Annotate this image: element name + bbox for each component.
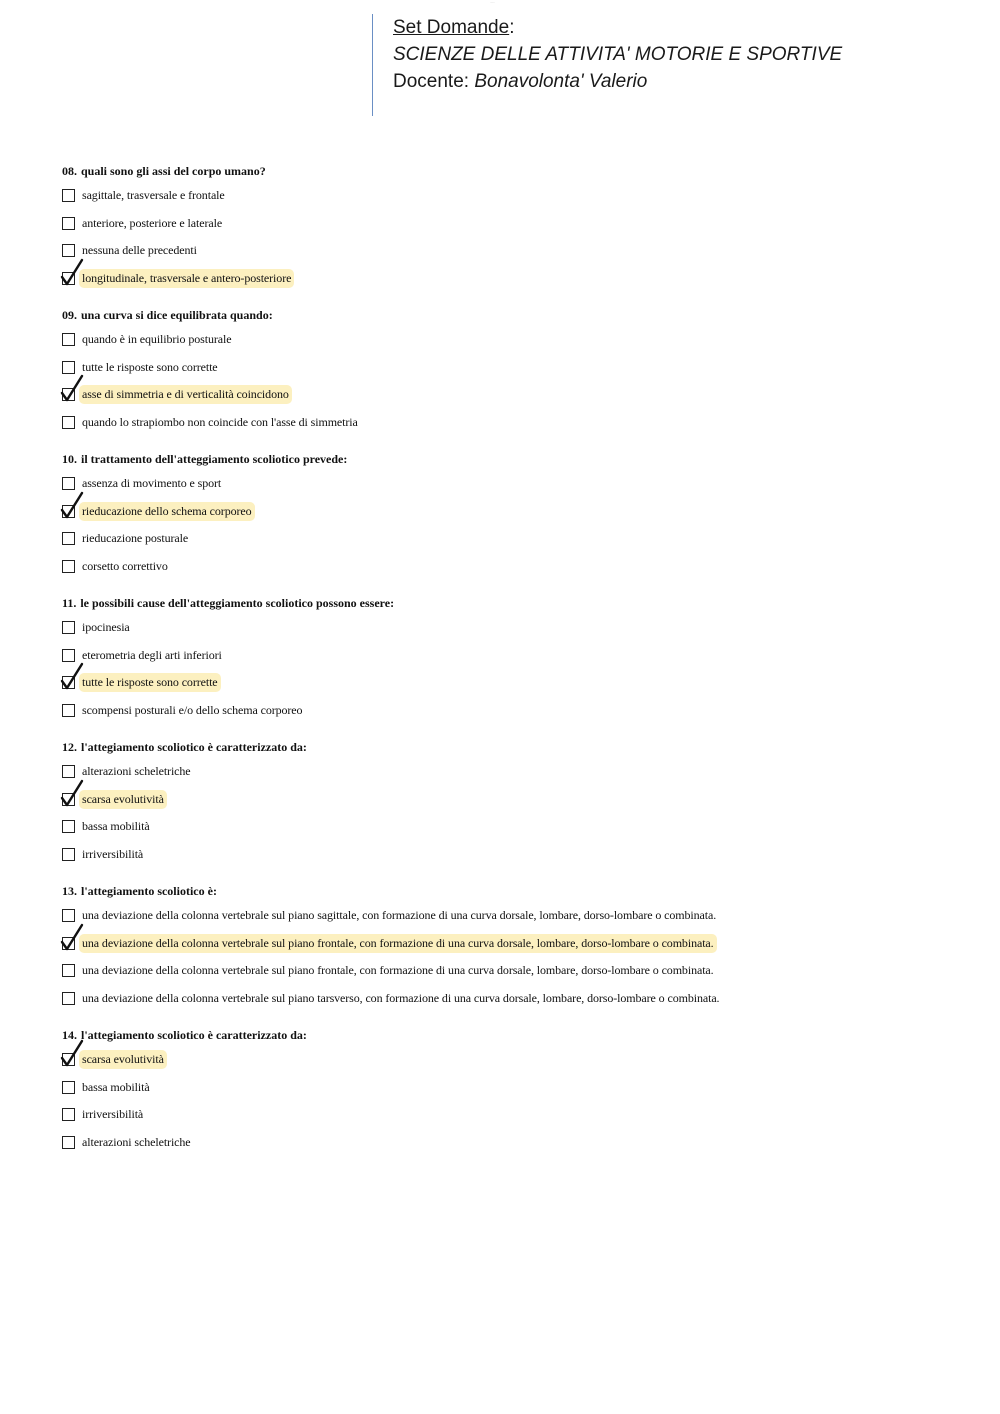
checkbox[interactable] (62, 532, 75, 545)
answer-option[interactable] (62, 1101, 962, 1129)
answer-text: scompensi posturali e/o dello schema corporeo (82, 702, 303, 717)
answer-text: nessuna delle precedenti (82, 243, 197, 258)
checkbox[interactable] (62, 333, 75, 346)
answer-option[interactable] (62, 786, 962, 814)
question-title (62, 1024, 962, 1046)
document-header (372, 14, 932, 116)
checkbox[interactable] (62, 704, 75, 717)
question-text: l'attegiamento scoliotico è caratterizzato da: (81, 740, 307, 754)
answer-text: scarsa evolutività (79, 1050, 167, 1069)
answer-option[interactable] (62, 642, 962, 670)
question-11 (62, 592, 962, 724)
answer-text: sagittale, trasversale e frontale (82, 188, 225, 203)
question-text: una curva si dice equilibrata quando: (81, 308, 273, 322)
docente-label: Docente: (393, 71, 470, 92)
question-number: 09. (62, 308, 77, 322)
checkbox[interactable] (62, 217, 75, 230)
checkbox[interactable] (62, 649, 75, 662)
question-number: 11. (62, 596, 77, 610)
question-09 (62, 304, 962, 436)
checkmark-icon (60, 374, 86, 402)
answer-option[interactable] (62, 498, 962, 526)
checkbox[interactable] (62, 765, 75, 778)
answer-option[interactable] (62, 470, 962, 498)
checkbox-checked[interactable] (62, 388, 75, 401)
checkbox-checked[interactable] (62, 272, 75, 285)
checkmark-icon (60, 779, 86, 807)
answer-text: una deviazione della colonna vertebrale sul piano sagittale, con formazione di una curva dorsale, lombare, dorso-lombare o combinata. (82, 908, 717, 923)
answer-option[interactable] (62, 813, 962, 841)
answer-text: rieducazione dello schema corporeo (79, 502, 255, 521)
page-marker: ...... (490, 0, 496, 4)
answer-option[interactable] (62, 669, 962, 697)
question-text: il trattamento dell'atteggiamento scoliotico prevede: (81, 452, 348, 466)
question-title (62, 304, 962, 326)
question-title (62, 160, 962, 182)
checkbox[interactable] (62, 820, 75, 833)
checkbox[interactable] (62, 909, 75, 922)
checkbox[interactable] (62, 361, 75, 374)
checkbox-checked[interactable] (62, 793, 75, 806)
checkbox[interactable] (62, 992, 75, 1005)
set-label: Set Domande (393, 17, 510, 38)
answer-text: alterazioni scheletriche (82, 764, 191, 779)
checkbox[interactable] (62, 1136, 75, 1149)
question-number: 10. (62, 452, 77, 466)
checkbox[interactable] (62, 1081, 75, 1094)
question-title (62, 592, 962, 614)
checkmark-icon (60, 491, 86, 519)
answer-text: tutte le risposte sono corrette (79, 673, 221, 692)
answer-text: scarsa evolutività (79, 790, 167, 809)
answer-option[interactable] (62, 553, 962, 581)
answer-text: una deviazione della colonna vertebrale sul piano tarsverso, con formazione di una curva dorsale, lombare, dorso-lombare o combinata. (82, 990, 720, 1005)
checkbox[interactable] (62, 621, 75, 634)
answer-option[interactable] (62, 525, 962, 553)
answer-option[interactable] (62, 841, 962, 869)
answer-text: ipocinesia (82, 620, 130, 635)
question-13 (62, 880, 962, 1012)
checkbox[interactable] (62, 244, 75, 257)
docente-name: Bonavolonta' Valerio (474, 71, 648, 92)
checkbox-checked[interactable] (62, 676, 75, 689)
answer-text: eterometria degli arti inferiori (82, 647, 222, 662)
answer-option[interactable] (62, 957, 962, 985)
question-number: 13. (62, 884, 77, 898)
checkmark-icon (60, 923, 86, 951)
question-12 (62, 736, 962, 868)
answer-text: alterazioni scheletriche (82, 1134, 191, 1149)
checkmark-icon (60, 258, 86, 286)
answer-option[interactable] (62, 614, 962, 642)
answer-option[interactable] (62, 354, 962, 382)
answer-option[interactable] (62, 409, 962, 437)
question-text: l'attegiamento scoliotico è: (81, 884, 217, 898)
answer-text: bassa mobilità (82, 819, 150, 834)
answer-text: irriversibilità (82, 846, 144, 861)
answer-text: bassa mobilità (82, 1079, 150, 1094)
checkbox[interactable] (62, 1108, 75, 1121)
question-number: 12. (62, 740, 77, 754)
checkbox[interactable] (62, 560, 75, 573)
checkmark-icon (60, 662, 86, 690)
answer-text: tutte le risposte sono corrette (82, 359, 218, 374)
answer-text: una deviazione della colonna vertebrale sul piano frontale, con formazione di una curva dorsale, lombare, dorso-lombare o combinata. (82, 963, 714, 978)
checkbox[interactable] (62, 964, 75, 977)
answer-option[interactable] (62, 326, 962, 354)
answer-text: rieducazione posturale (82, 531, 189, 546)
answer-text: una deviazione della colonna vertebrale sul piano frontale, con formazione di una curva dorsale, lombare, dorso-lombare o combinata. (79, 934, 717, 953)
answer-option[interactable] (62, 1129, 962, 1157)
checkmark-icon (60, 1039, 86, 1067)
question-10 (62, 448, 962, 580)
question-08 (62, 160, 962, 292)
question-text: l'attegiamento scoliotico è caratterizzato da: (81, 1028, 307, 1042)
answer-text: corsetto correttivo (82, 558, 168, 573)
answer-text: anteriore, posteriore e laterale (82, 215, 223, 230)
answer-text: irriversibilità (82, 1107, 144, 1122)
answer-option[interactable] (62, 381, 962, 409)
checkbox[interactable] (62, 848, 75, 861)
question-text: quali sono gli assi del corpo umano? (81, 164, 266, 178)
answer-text: assenza di movimento e sport (82, 476, 222, 491)
checkbox[interactable] (62, 416, 75, 429)
question-number: 08. (62, 164, 77, 178)
answer-option[interactable] (62, 1046, 962, 1074)
answer-option[interactable] (62, 237, 962, 265)
answer-option[interactable] (62, 265, 962, 293)
checkbox-checked[interactable] (62, 505, 75, 518)
checkbox[interactable] (62, 189, 75, 202)
answer-option[interactable] (62, 1074, 962, 1102)
answer-option[interactable] (62, 985, 962, 1013)
question-number: 14. (62, 1028, 77, 1042)
answer-option[interactable] (62, 902, 962, 930)
answer-option[interactable] (62, 758, 962, 786)
answer-option[interactable] (62, 210, 962, 238)
answer-text: quando lo strapiombo non coincide con l'asse di simmetria (82, 414, 358, 429)
checkbox[interactable] (62, 477, 75, 490)
checkbox-checked[interactable] (62, 1053, 75, 1066)
answer-text: longitudinale, trasversale e antero-posteriore (79, 269, 294, 288)
set-colon: : (509, 17, 515, 38)
question-text: le possibili cause dell'atteggiamento scoliotico possono essere: (80, 596, 395, 610)
answer-text: asse di simmetria e di verticalità coincidono (79, 385, 292, 404)
checkbox-checked[interactable] (62, 937, 75, 950)
course-title: SCIENZE DELLE ATTIVITA' MOTORIE E SPORTIVE (393, 44, 843, 65)
question-list (62, 160, 962, 1168)
question-title (62, 736, 962, 758)
answer-option[interactable] (62, 182, 962, 210)
question-title (62, 448, 962, 470)
question-14 (62, 1024, 962, 1156)
answer-option[interactable] (62, 930, 962, 958)
question-title (62, 880, 962, 902)
answer-text: quando è in equilibrio posturale (82, 332, 232, 347)
answer-option[interactable] (62, 697, 962, 725)
